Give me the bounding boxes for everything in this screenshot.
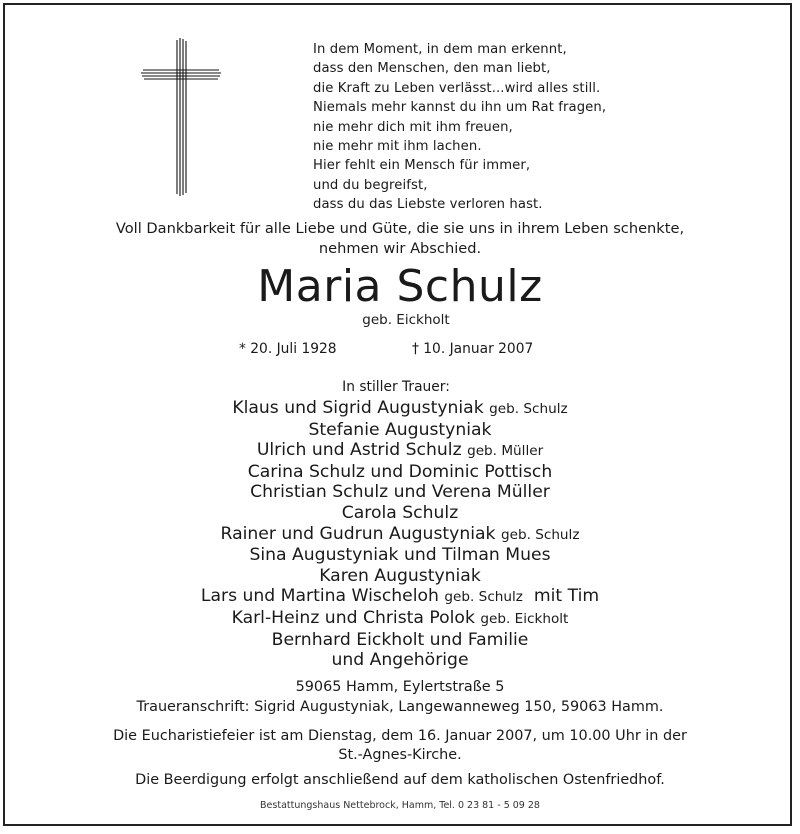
thanks-line: Voll Dankbarkeit für alle Liebe und Güte, die sie uns in ihrem Leben schenkte, <box>115 220 685 237</box>
thanks-text <box>0 219 800 258</box>
mourner-name: Sina Augustyniak und Tilman Mues <box>249 545 551 566</box>
mass-info <box>0 727 800 765</box>
mourner-maiden-name: geb. Schulz <box>489 401 568 417</box>
mourner-row <box>0 462 800 483</box>
mourner-name: Carola Schulz <box>341 502 459 523</box>
mourner-maiden-name: geb. Eickholt <box>480 610 569 627</box>
mass-line: St.-Agnes-Kirche. <box>338 747 462 763</box>
mourner-name: Christian Schulz und Verena Müller <box>250 482 550 503</box>
mourner-row <box>0 398 800 420</box>
address-block <box>0 677 800 717</box>
birth-date: * 20. Juli 1928 <box>239 341 337 357</box>
poem-line: nie mehr mit ihm lachen. <box>313 139 482 155</box>
poem-line: dass den Menschen, den man liebt, <box>313 61 551 77</box>
poem-line: Niemals mehr kannst du ihn um Rat fragen, <box>313 100 607 116</box>
mourner-name: Bernhard Eickholt und Familie <box>271 629 529 650</box>
mourner-row <box>0 524 800 546</box>
mourner-maiden-name: geb. Schulz <box>500 526 580 543</box>
mourner-row <box>0 630 800 651</box>
poem-line: nie mehr dich mit ihm freuen, <box>313 119 513 135</box>
mourner-name: Ulrich und Astrid Schulz <box>256 440 462 461</box>
mourner-row <box>0 420 800 441</box>
poem-line: und du begreifst, <box>313 177 428 193</box>
maiden-name: geb. Eickholt <box>362 312 450 328</box>
mourner-name: Lars und Martina Wischeloh <box>200 586 439 607</box>
mourner-row <box>0 650 800 671</box>
thanks-line: nehmen wir Abschied. <box>318 239 482 257</box>
cross-icon <box>140 37 222 197</box>
poem-line: dass du das Liebste verloren hast. <box>313 197 543 213</box>
mourner-name: Karen Augustyniak <box>319 565 481 586</box>
poem <box>313 40 773 215</box>
mourner-maiden-name: geb. Schulz <box>444 589 523 606</box>
undertaker-info: Bestattungshaus Nettebrock, Hamm, Tel. 0 23 81 - 5 09 28 <box>260 800 540 811</box>
mourner-row <box>0 608 800 630</box>
mourner-row <box>0 440 800 462</box>
mourner-maiden-name: geb. Müller <box>467 443 544 460</box>
mourner-name: und Angehörige <box>331 650 469 671</box>
mourner-name: Klaus und Sigrid Augustyniak <box>232 398 484 418</box>
mourner-extra: mit Tim <box>533 586 600 607</box>
poem-line: Hier fehlt ein Mensch für immer, <box>313 158 531 174</box>
mourner-row <box>0 586 800 608</box>
mourner-name: Rainer und Gudrun Augustyniak <box>220 523 496 544</box>
home-address: 59065 Hamm, Eylertstraße 5 <box>295 679 505 695</box>
mourner-row <box>0 566 800 587</box>
mourner-name: Karl-Heinz und Christa Polok <box>231 607 475 628</box>
mourner-name: Stefanie Augustyniak <box>308 419 492 440</box>
poem-line: die Kraft zu Leben verlässt...wird alles still. <box>313 80 601 96</box>
mourner-row <box>0 482 800 503</box>
mourners-list <box>0 398 800 671</box>
mass-line: Die Eucharistiefeier ist am Dienstag, dem 16. Januar 2007, um 10.00 Uhr in der <box>113 728 687 744</box>
mourning-address: Traueranschrift: Sigrid Augustyniak, Langewanneweg 150, 59063 Hamm. <box>136 699 664 715</box>
poem-line: In dem Moment, in dem man erkennt, <box>313 42 567 57</box>
deceased-name: Maria Schulz <box>257 261 543 312</box>
mourners-heading: In stiller Trauer: <box>342 379 450 395</box>
mourner-name: Carina Schulz und Dominic Pottisch <box>247 461 553 482</box>
mourner-row <box>0 503 800 524</box>
death-date: † 10. Januar 2007 <box>412 341 534 357</box>
mourner-row <box>0 545 800 566</box>
burial-info: Die Beerdigung erfolgt anschließend auf dem katholischen Ostenfriedhof. <box>135 772 665 788</box>
